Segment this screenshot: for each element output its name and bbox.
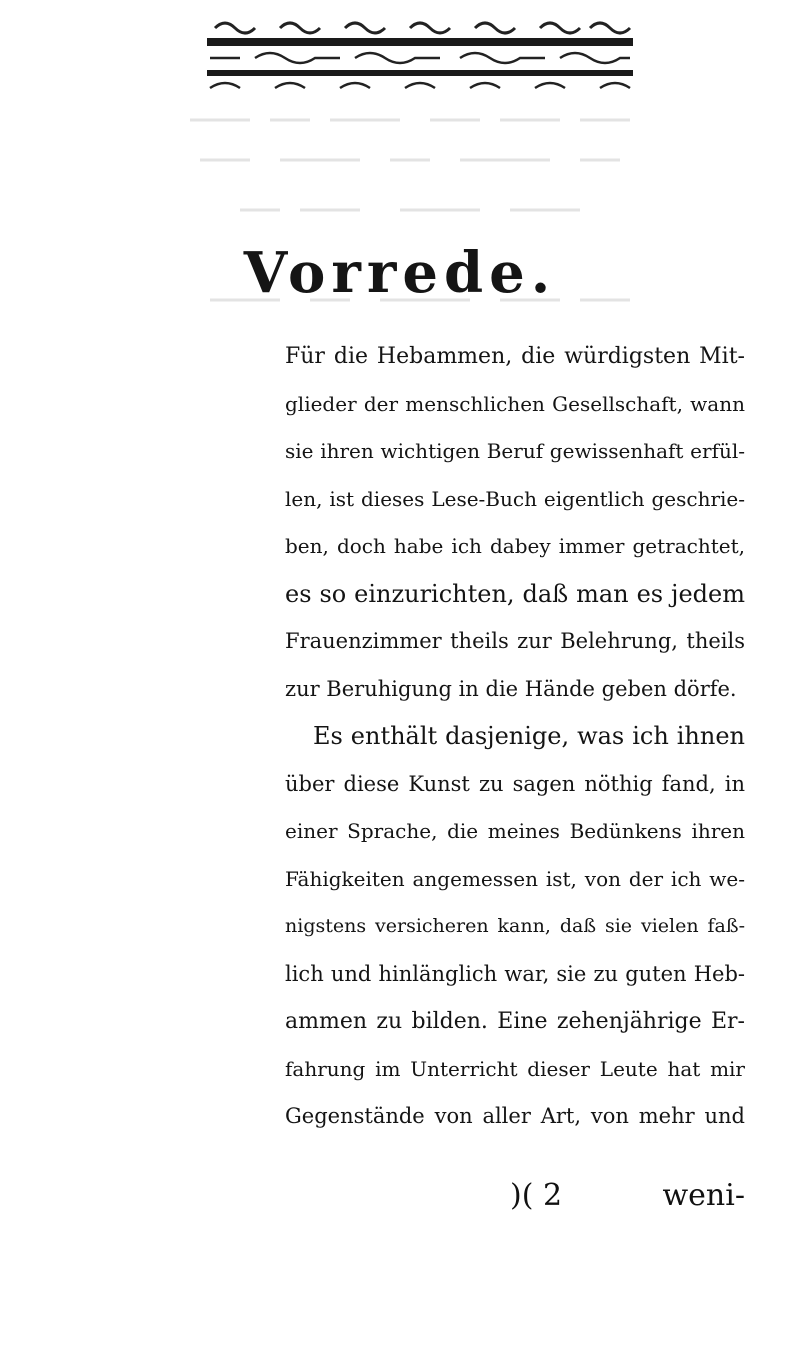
text-line: lich und hinlänglich war, sie zu guten Heb- (285, 961, 745, 986)
text-line: len, ist dieses Lese-Buch eigentlich geschrie- (285, 486, 745, 511)
text-line: Gegenstände von aller Art, von mehr und (285, 1104, 745, 1128)
page-heading: Vorrede. (243, 240, 557, 306)
text-line: zur Beruhigung in die Hände geben dörfe. (285, 676, 737, 701)
text-line: es so einzurichten, daß man es jedem (285, 579, 745, 608)
text-line: ammen zu bilden. Eine zehenjährige Er- (285, 1009, 745, 1034)
signature-mark: )( 2 (510, 1178, 563, 1213)
text-line: Fähigkeiten angemessen ist, von der ich we- (285, 866, 745, 891)
text-line: Für die Hebammen, die würdigsten Mit- (285, 344, 745, 369)
text-line: ben, doch habe ich dabey immer getrachtet, (285, 534, 745, 558)
text-line: Es enthält dasjenige, was ich ihnen (313, 722, 745, 750)
text-line: fahrung im Unterricht dieser Leute hat mir (285, 1056, 745, 1081)
text-line: sie ihren wichtigen Beruf gewissenhaft erfül- (285, 439, 745, 463)
text-line: Frauenzimmer theils zur Belehrung, theils (285, 629, 745, 653)
catchword: weni- (662, 1178, 745, 1213)
text-line: glieder der menschlichen Gesellschaft, wann (285, 391, 745, 416)
decorative-headpiece (205, 18, 635, 100)
text-line: über diese Kunst zu sagen nöthig fand, in (285, 771, 745, 796)
text-line: nigstens versicheren kann, daß sie vielen faß- (285, 915, 745, 937)
body-text (285, 333, 745, 1141)
text-line: einer Sprache, die meines Bedünkens ihren (285, 819, 745, 843)
page-footer (285, 1172, 745, 1220)
